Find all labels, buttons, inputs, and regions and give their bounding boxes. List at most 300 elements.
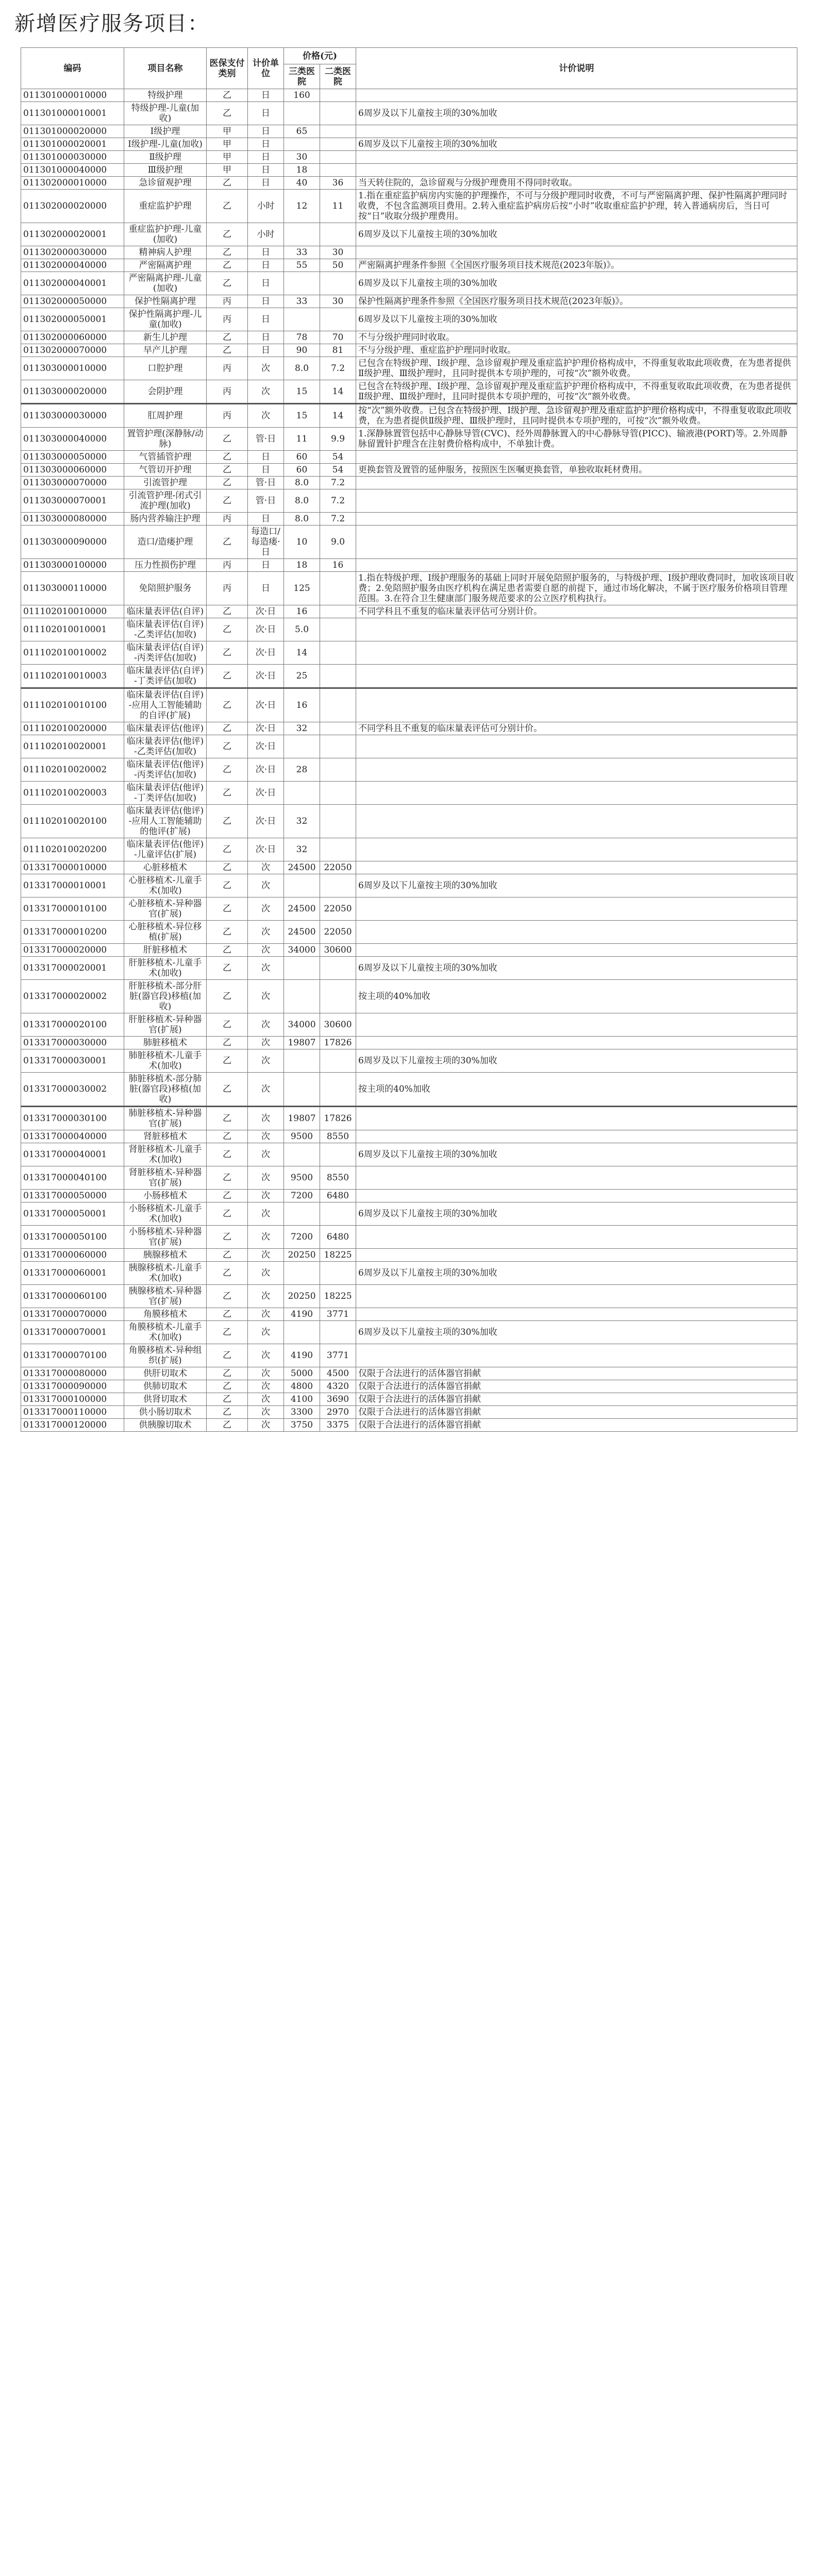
cell-price-tier2 [320,151,356,164]
cell-price-tier2: 81 [320,344,356,357]
cell-price-tier3 [284,980,320,1013]
cell-code: 013317000040100 [21,1166,124,1190]
table-row [21,246,797,259]
cell-insurance: 丙 [207,513,248,526]
cell-name: 肺脏移植术-儿童手术(加收) [124,1049,207,1073]
cell-name: 临床量表评估(自评)-丁类评估(加收) [124,665,207,688]
cell-unit: 次 [248,1285,284,1308]
cell-price-tier3: 32 [284,805,320,838]
cell-code: 013317000030001 [21,1049,124,1073]
cell-insurance: 乙 [207,1308,248,1321]
cell-name: 特级护理-儿童(加收) [124,102,207,125]
cell-unit: 次·日 [248,782,284,805]
cell-note [356,861,797,874]
table-row [21,1143,797,1166]
cell-note [356,164,797,177]
cell-note [356,1013,797,1037]
cell-insurance: 乙 [207,1073,248,1107]
table-row [21,1406,797,1419]
table-row [21,102,797,125]
cell-code: 013317000090000 [21,1380,124,1393]
cell-code: 011303000030000 [21,404,124,428]
cell-code: 011302000040000 [21,259,124,272]
table-row [21,1393,797,1406]
cell-note [356,246,797,259]
cell-price-tier3: 8.0 [284,477,320,489]
cell-note: 仅限于合法进行的活体器官捐献 [356,1406,797,1419]
cell-price-tier2 [320,1049,356,1073]
cell-name: Ⅱ级护理 [124,151,207,164]
cell-price-tier2 [320,838,356,861]
cell-code: 013317000080000 [21,1367,124,1380]
cell-price-tier2 [320,1321,356,1344]
cell-insurance: 乙 [207,526,248,559]
cell-note [356,897,797,921]
cell-note [356,151,797,164]
cell-code: 013317000050001 [21,1202,124,1226]
cell-unit: 次 [248,1406,284,1419]
cell-name: 临床量表评估(自评) [124,605,207,618]
cell-price-tier3: 18 [284,164,320,177]
cell-price-tier2 [320,618,356,641]
cell-price-tier2: 50 [320,259,356,272]
cell-insurance: 甲 [207,138,248,151]
cell-unit: 日 [248,572,284,605]
cell-price-tier3: 32 [284,838,320,861]
cell-price-tier2: 36 [320,177,356,190]
cell-name: 口腔护理 [124,357,207,380]
header-insurance: 医保支付类别 [207,48,248,89]
cell-insurance: 甲 [207,164,248,177]
table-row [21,1049,797,1073]
table-row [21,1249,797,1262]
cell-insurance: 乙 [207,1393,248,1406]
cell-note: 6周岁及以下儿童按主项的30%加收 [356,308,797,331]
cell-insurance: 乙 [207,944,248,957]
cell-note: 6周岁及以下儿童按主项的30%加收 [356,957,797,980]
cell-price-tier3: 14 [284,641,320,665]
cell-code: 011301000030000 [21,151,124,164]
cell-unit: 小时 [248,223,284,246]
cell-code: 011102010020002 [21,758,124,782]
cell-note [356,1107,797,1130]
cell-price-tier3: 33 [284,295,320,308]
cell-price-tier3: 11 [284,428,320,451]
cell-note [356,758,797,782]
table-row [21,805,797,838]
cell-price-tier2: 8550 [320,1166,356,1190]
cell-price-tier3: 28 [284,758,320,782]
cell-insurance: 乙 [207,259,248,272]
cell-unit: 次 [248,1344,284,1367]
table-row [21,164,797,177]
cell-name: 胰腺移植术 [124,1249,207,1262]
cell-price-tier3: 34000 [284,944,320,957]
cell-insurance: 丙 [207,404,248,428]
table-row [21,1073,797,1107]
cell-note [356,489,797,513]
cell-insurance: 乙 [207,665,248,688]
cell-code: 013317000110000 [21,1406,124,1419]
table-body [21,89,797,1432]
cell-price-tier2 [320,1262,356,1285]
cell-unit: 次 [248,1073,284,1107]
cell-price-tier2: 54 [320,464,356,477]
cell-unit: 次·日 [248,838,284,861]
cell-name: 供胰腺切取术 [124,1419,207,1432]
table-row [21,1285,797,1308]
cell-code: 013317000070000 [21,1308,124,1321]
cell-note: 严密隔离护理条件参照《全国医疗服务项目技术规范(2023年版)》。 [356,259,797,272]
cell-code: 013317000070001 [21,1321,124,1344]
cell-note: 仅限于合法进行的活体器官捐献 [356,1419,797,1432]
cell-price-tier3 [284,782,320,805]
price-table [21,47,797,1432]
cell-insurance: 丙 [207,308,248,331]
cell-code: 011301000020001 [21,138,124,151]
cell-unit: 日 [248,344,284,357]
cell-insurance: 乙 [207,223,248,246]
cell-price-tier2: 7.2 [320,477,356,489]
cell-name: 会阴护理 [124,380,207,404]
cell-note: 6周岁及以下儿童按主项的30%加收 [356,138,797,151]
cell-name: 心脏移植术-儿童手术(加收) [124,874,207,897]
cell-unit: 次·日 [248,758,284,782]
cell-price-tier2: 7.2 [320,489,356,513]
cell-price-tier2 [320,125,356,138]
cell-unit: 次 [248,1393,284,1406]
cell-name: 小肠移植术-儿童手术(加收) [124,1202,207,1226]
cell-insurance: 丙 [207,572,248,605]
cell-insurance: 丙 [207,357,248,380]
cell-price-tier3 [284,735,320,758]
cell-note [356,1037,797,1049]
cell-name: 肾脏移植术-儿童手术(加收) [124,1143,207,1166]
cell-name: Ⅲ级护理 [124,164,207,177]
cell-price-tier3: 78 [284,331,320,344]
cell-price-tier3 [284,1202,320,1226]
cell-code: 011303000100000 [21,559,124,572]
cell-name: 供肝切取术 [124,1367,207,1380]
cell-unit: 次·日 [248,805,284,838]
cell-unit: 日 [248,308,284,331]
cell-price-tier2: 18225 [320,1249,356,1262]
cell-note [356,513,797,526]
cell-insurance: 乙 [207,1321,248,1344]
cell-unit: 次 [248,1380,284,1393]
cell-note [356,1166,797,1190]
cell-insurance: 乙 [207,921,248,944]
cell-note [356,477,797,489]
cell-insurance: 乙 [207,1367,248,1380]
page-title: 新增医疗服务项目： [14,12,209,36]
cell-name: 重症监护护理 [124,190,207,223]
table-row [21,980,797,1013]
cell-unit: 次 [248,957,284,980]
cell-note: 按“次”额外收费。已包含在特级护理、Ⅰ级护理、急诊留观护理及重症监护护理价格构成中，不得重复收取此项收费，在为患者提供Ⅱ级护理、Ⅲ级护理时，且同时提供本专项护理的，可按“次”额外收费。 [356,404,797,428]
cell-name: 精神病人护理 [124,246,207,259]
cell-insurance: 乙 [207,618,248,641]
table-row [21,464,797,477]
cell-price-tier2 [320,138,356,151]
cell-unit: 次 [248,1143,284,1166]
cell-price-tier2: 18225 [320,1285,356,1308]
cell-code: 011303000050000 [21,451,124,464]
cell-insurance: 乙 [207,428,248,451]
cell-price-tier2: 4320 [320,1380,356,1393]
cell-insurance: 乙 [207,190,248,223]
cell-code: 013317000020001 [21,957,124,980]
cell-price-tier3: 15 [284,404,320,428]
cell-price-tier3: 7200 [284,1226,320,1249]
cell-price-tier3: 12 [284,190,320,223]
cell-note: 当天转住院的，急诊留观与分级护理费用不得同时收取。 [356,177,797,190]
table-row [21,897,797,921]
cell-insurance: 丙 [207,295,248,308]
cell-note [356,944,797,957]
cell-unit: 管·日 [248,428,284,451]
table-row [21,357,797,380]
cell-note [356,838,797,861]
cell-name: 保护性隔离护理-儿童(加收) [124,308,207,331]
cell-note: 仅限于合法进行的活体器官捐献 [356,1393,797,1406]
cell-price-tier3 [284,102,320,125]
cell-code: 011302000020001 [21,223,124,246]
cell-price-tier3 [284,223,320,246]
cell-name: 引流管护理-闭式引流护理(加收) [124,489,207,513]
cell-note: 保护性隔离护理条件参照《全国医疗服务项目技术规范(2023年版)》。 [356,295,797,308]
cell-price-tier3: 24500 [284,861,320,874]
cell-insurance: 乙 [207,477,248,489]
cell-price-tier2 [320,980,356,1013]
cell-unit: 日 [248,246,284,259]
cell-name: 临床量表评估(他评) [124,722,207,735]
cell-note: 已包含在特级护理、Ⅰ级护理、急诊留观护理及重症监护护理价格构成中，不得重复收取此项收费，在为患者提供Ⅱ级护理、Ⅲ级护理时，且同时提供本专项护理的，可按“次”额外收费。 [356,380,797,404]
cell-price-tier3: 40 [284,177,320,190]
cell-price-tier3: 5.0 [284,618,320,641]
cell-insurance: 丙 [207,380,248,404]
cell-price-tier2: 22050 [320,861,356,874]
cell-note: 更换套管及置管的延伸服务，按照医生医嘱更换套管，单独收取耗材费用。 [356,464,797,477]
cell-name: 临床量表评估(自评)-应用人工智能辅助的自评(扩展) [124,688,207,722]
cell-price-tier3 [284,1049,320,1073]
table-row [21,344,797,357]
cell-insurance: 乙 [207,177,248,190]
cell-name: 心脏移植术 [124,861,207,874]
cell-unit: 管·日 [248,477,284,489]
cell-unit: 次 [248,1226,284,1249]
cell-note: 不与分级护理、重症监护护理同时收取。 [356,344,797,357]
cell-insurance: 乙 [207,735,248,758]
cell-insurance: 乙 [207,1143,248,1166]
cell-code: 011102010020100 [21,805,124,838]
cell-note [356,1308,797,1321]
table-row [21,1308,797,1321]
cell-price-tier2: 22050 [320,897,356,921]
cell-insurance: 乙 [207,1406,248,1419]
cell-price-tier3: 32 [284,722,320,735]
cell-price-tier2 [320,308,356,331]
cell-code: 011301000020000 [21,125,124,138]
cell-price-tier3: 60 [284,451,320,464]
cell-price-tier2: 17826 [320,1107,356,1130]
cell-price-tier3 [284,1143,320,1166]
cell-price-tier2: 70 [320,331,356,344]
cell-note: 1.指在重症监护病房内实施的护理操作，不可与分级护理同时收费，不可与严密隔离护理、保护性隔离护理同时收费，不包含监测项目费用。2.转入重症监护病房后按“小时”收取重症监护护理，转入普通病房后，当日可按“日”收取分级护理费用。 [356,190,797,223]
cell-code: 011303000090000 [21,526,124,559]
cell-price-tier3: 24500 [284,921,320,944]
cell-price-tier3 [284,1073,320,1107]
cell-price-tier2 [320,1202,356,1226]
cell-price-tier2: 16 [320,559,356,572]
cell-note [356,451,797,464]
cell-price-tier3 [284,138,320,151]
cell-unit: 次 [248,1308,284,1321]
cell-name: 肾脏移植术 [124,1130,207,1143]
cell-unit: 次 [248,1202,284,1226]
cell-price-tier2 [320,164,356,177]
cell-unit: 小时 [248,190,284,223]
cell-insurance: 乙 [207,1190,248,1202]
cell-unit: 日 [248,451,284,464]
cell-code: 011102010010100 [21,688,124,722]
cell-unit: 次·日 [248,618,284,641]
cell-price-tier3: 60 [284,464,320,477]
cell-price-tier3 [284,1262,320,1285]
cell-code: 011102010010001 [21,618,124,641]
cell-name: 角膜移植术 [124,1308,207,1321]
header-code: 编码 [21,48,124,89]
table-row [21,874,797,897]
cell-note: 仅限于合法进行的活体器官捐献 [356,1380,797,1393]
cell-code: 011102010020003 [21,782,124,805]
cell-name: 肺脏移植术-异种器官(扩展) [124,1107,207,1130]
cell-unit: 日 [248,102,284,125]
cell-insurance: 乙 [207,344,248,357]
cell-insurance: 乙 [207,464,248,477]
table-row [21,605,797,618]
cell-code: 013317000120000 [21,1419,124,1432]
cell-name: 严密隔离护理 [124,259,207,272]
cell-price-tier2: 30 [320,246,356,259]
cell-note [356,1249,797,1262]
cell-price-tier3: 19807 [284,1107,320,1130]
cell-insurance: 乙 [207,980,248,1013]
cell-insurance: 乙 [207,1037,248,1049]
cell-price-tier2: 4500 [320,1367,356,1380]
cell-code: 011302000020000 [21,190,124,223]
table-row [21,1037,797,1049]
cell-insurance: 乙 [207,489,248,513]
cell-price-tier2 [320,1143,356,1166]
cell-name: 免陪照护服务 [124,572,207,605]
cell-unit: 日 [248,138,284,151]
cell-name: 保护性隔离护理 [124,295,207,308]
cell-name: 置管护理(深静脉/动脉) [124,428,207,451]
cell-price-tier3: 18 [284,559,320,572]
cell-price-tier3: 30 [284,151,320,164]
cell-code: 013317000050100 [21,1226,124,1249]
table-row [21,1166,797,1190]
cell-code: 011102010020200 [21,838,124,861]
cell-note: 6周岁及以下儿童按主项的30%加收 [356,272,797,295]
cell-unit: 日 [248,331,284,344]
cell-note: 不同学科且不重复的临床量表评估可分别计价。 [356,722,797,735]
cell-unit: 次 [248,980,284,1013]
cell-code: 011302000050001 [21,308,124,331]
cell-unit: 次 [248,944,284,957]
cell-unit: 次 [248,357,284,380]
cell-code: 013317000060001 [21,1262,124,1285]
cell-code: 011303000040000 [21,428,124,451]
cell-name: 供小肠切取术 [124,1406,207,1419]
cell-unit: 次 [248,1321,284,1344]
cell-name: 供肾切取术 [124,1393,207,1406]
table-row [21,944,797,957]
cell-note [356,1285,797,1308]
cell-note: 按主项的40%加收 [356,1073,797,1107]
cell-note [356,735,797,758]
cell-name: 严密隔离护理-儿童(加收) [124,272,207,295]
cell-unit: 次 [248,1166,284,1190]
cell-insurance: 乙 [207,1166,248,1190]
cell-note: 6周岁及以下儿童按主项的30%加收 [356,1049,797,1073]
cell-price-tier3: 3300 [284,1406,320,1419]
cell-price-tier2 [320,641,356,665]
cell-insurance: 乙 [207,838,248,861]
table-row [21,404,797,428]
cell-unit: 次·日 [248,605,284,618]
cell-code: 013317000040000 [21,1130,124,1143]
header-note: 计价说明 [356,48,797,89]
cell-name: 临床量表评估(他评)-丁类评估(加收) [124,782,207,805]
cell-price-tier2 [320,223,356,246]
cell-code: 013317000100000 [21,1393,124,1406]
cell-price-tier3: 9500 [284,1130,320,1143]
header-tier2: 二类医院 [320,64,356,89]
table-row [21,177,797,190]
cell-unit: 日 [248,464,284,477]
cell-name: 急诊留观护理 [124,177,207,190]
cell-price-tier2 [320,957,356,980]
cell-unit: 日 [248,513,284,526]
cell-price-tier3 [284,272,320,295]
cell-price-tier2: 9.9 [320,428,356,451]
cell-code: 013317000030000 [21,1037,124,1049]
cell-name: 心脏移植术-异种器官(扩展) [124,897,207,921]
cell-price-tier2 [320,102,356,125]
cell-note [356,805,797,838]
cell-price-tier2: 54 [320,451,356,464]
table-row [21,758,797,782]
cell-code: 011303000060000 [21,464,124,477]
cell-name: 气管切开护理 [124,464,207,477]
cell-code: 013317000060000 [21,1249,124,1262]
cell-price-tier3: 4800 [284,1380,320,1393]
table-row [21,1013,797,1037]
cell-unit: 次·日 [248,665,284,688]
cell-price-tier2: 30600 [320,944,356,957]
cell-insurance: 乙 [207,272,248,295]
cell-name: 临床量表评估(他评)-应用人工智能辅助的他评(扩展) [124,805,207,838]
table-row [21,1226,797,1249]
cell-insurance: 甲 [207,125,248,138]
table-row [21,308,797,331]
cell-price-tier2 [320,665,356,688]
cell-price-tier2: 3771 [320,1308,356,1321]
cell-price-tier3: 15 [284,380,320,404]
cell-note: 6周岁及以下儿童按主项的30%加收 [356,102,797,125]
